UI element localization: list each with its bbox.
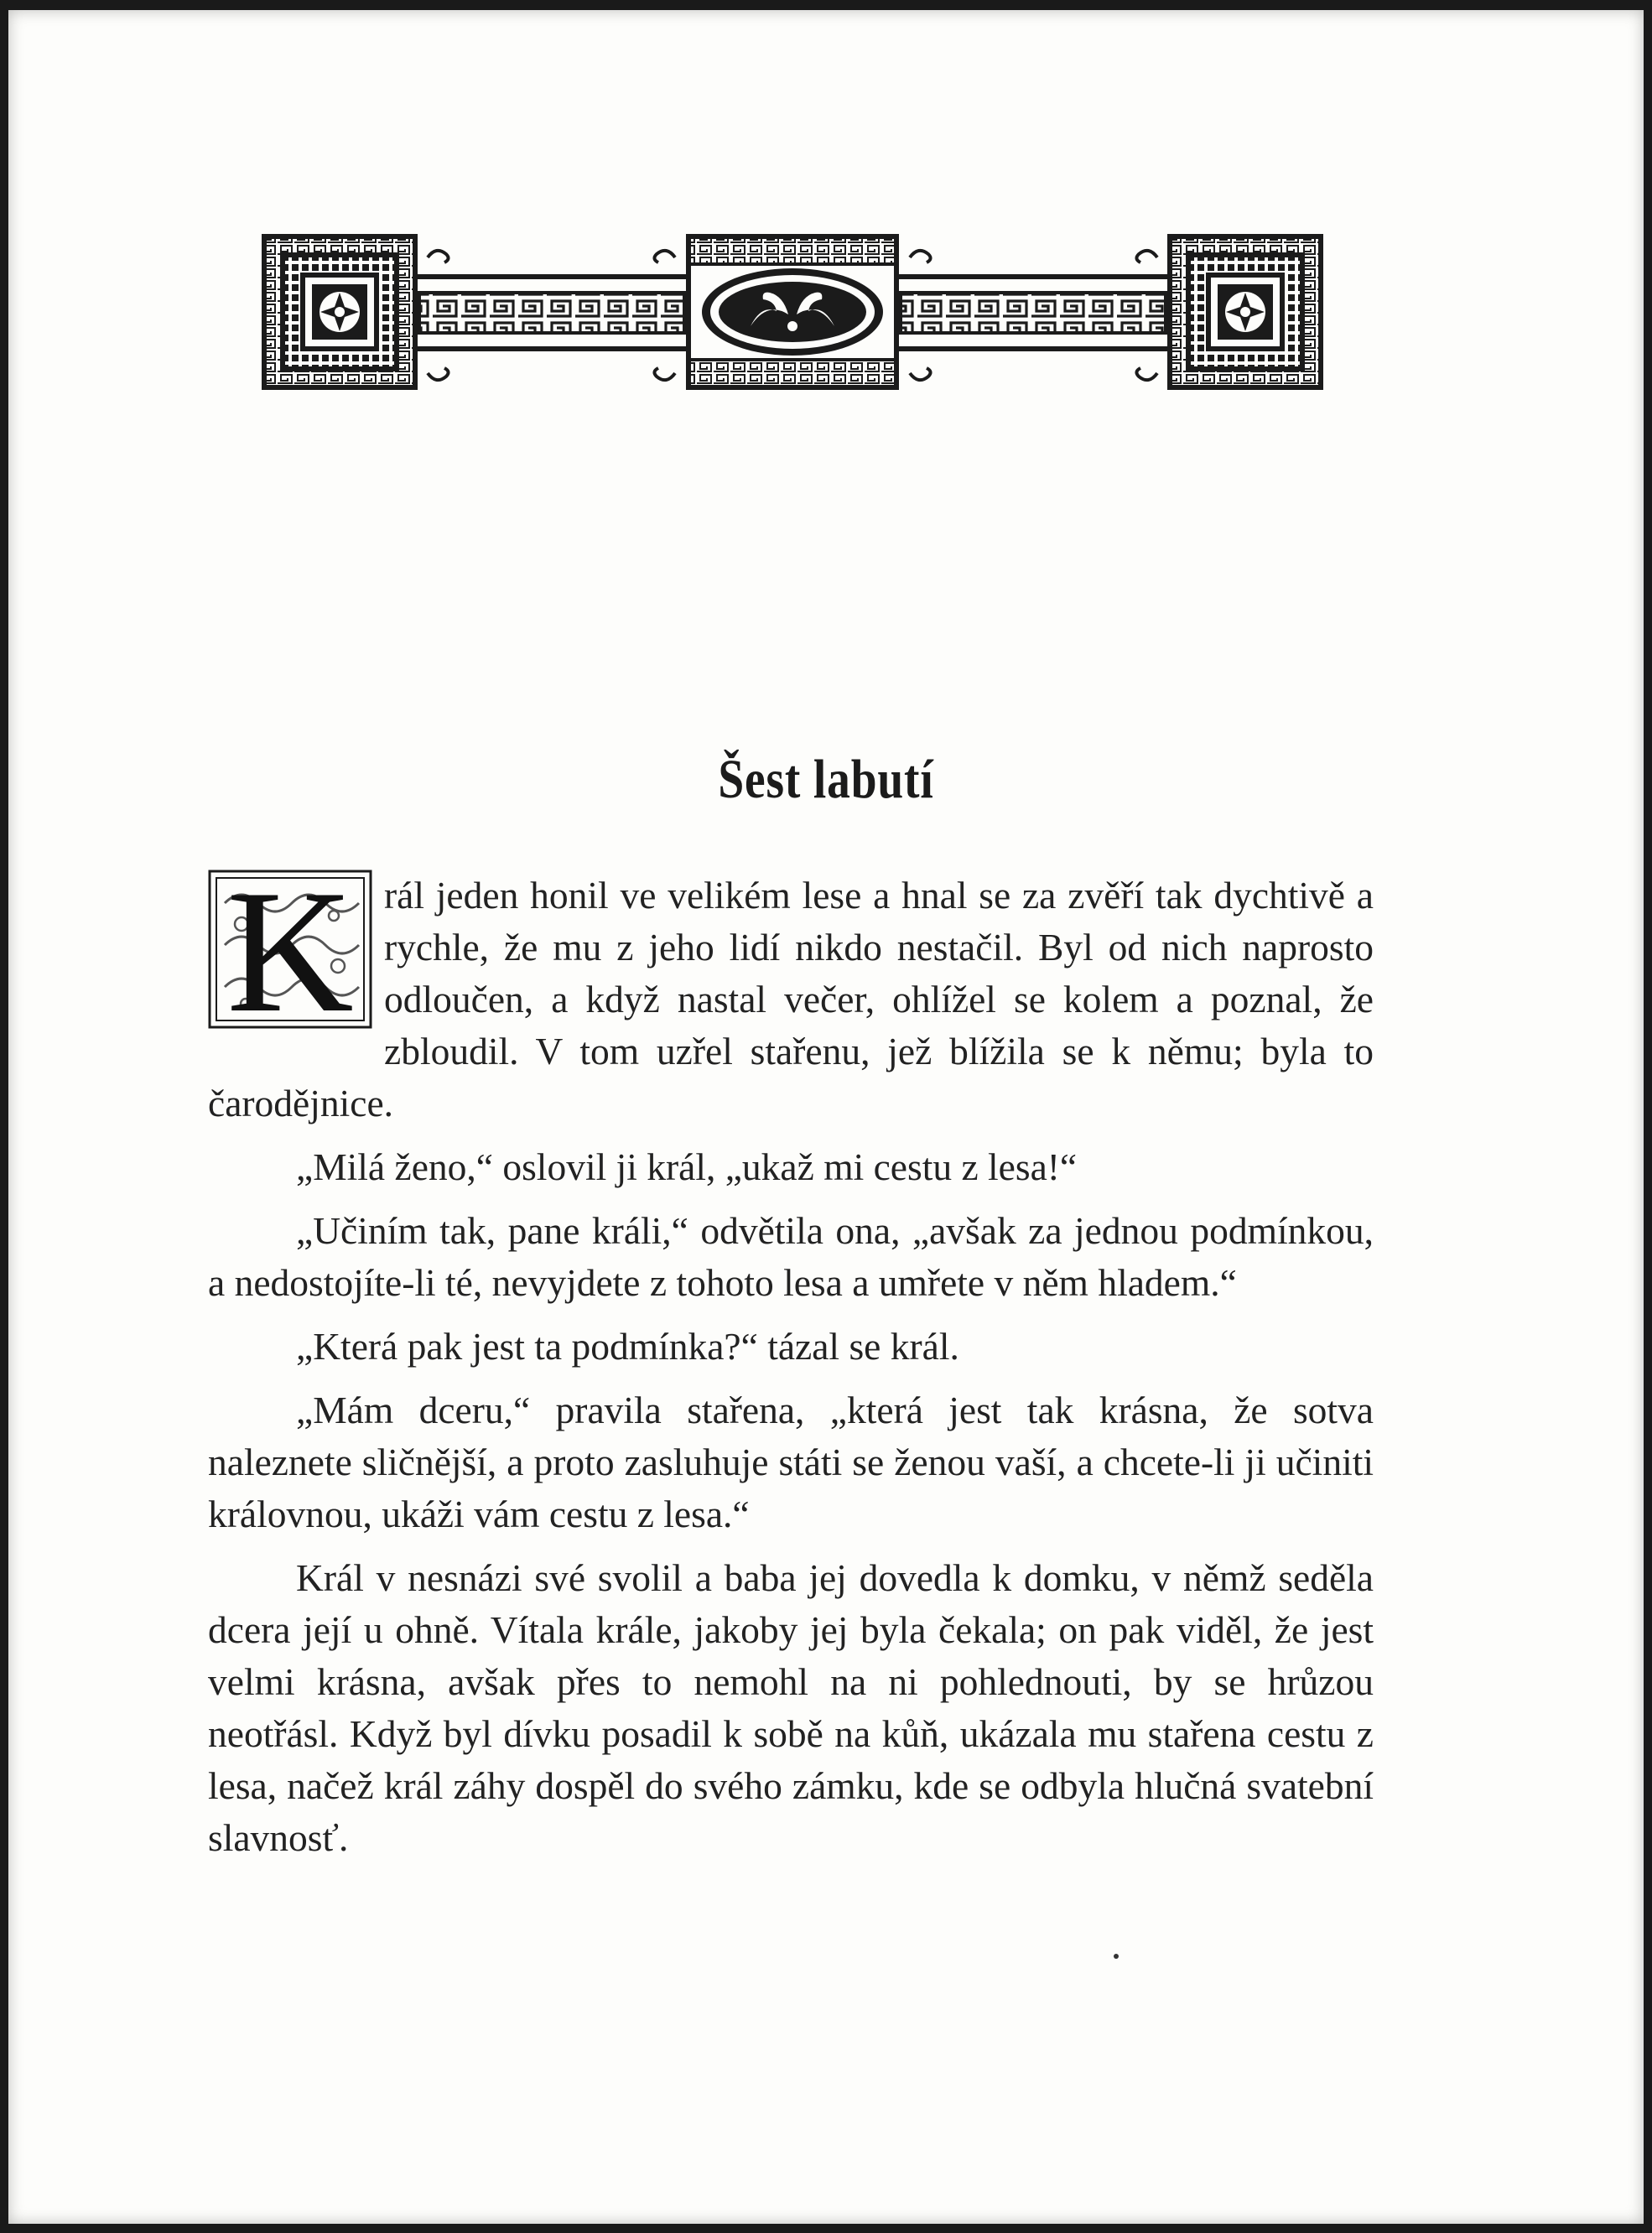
paragraph-6: Král v nesnázi své svolil a baba jej dovedla k domku, v němž seděla dcera její u ohně. Vítala krále, jakoby jej byla čekala; on pak viděl, že jest velmi krásna, avšak přes to nemohl na ni pohlednouti, by se hrůzou neotřásl. Když byl dívku posadil k sobě na kůň, ukázala mu stařena cestu z lesa, načež král záhy dospěl do svého zámku, kde se odbyla hlučná svatební slavnosť. <box>208 1556 1374 1859</box>
drop-cap-letter: K <box>226 854 354 1049</box>
right-square-ornament <box>1167 234 1323 390</box>
paragraph-3: „Učiním tak, pane králi,“ odvětila ona, „avšak za jednou podmínkou, a nedostojíte-li té, nevyjdete z tohoto lesa a umřete v něm hladem.“ <box>208 1209 1374 1304</box>
left-key-band <box>418 251 686 380</box>
drop-cap <box>208 854 372 1049</box>
paragraph-4: „Která pak jest ta podmínka?“ tázal se král. <box>296 1325 959 1368</box>
page-title: Šest labutí <box>718 749 934 810</box>
ornamental-headpiece <box>260 232 1325 400</box>
ink-speck <box>1114 1954 1119 1959</box>
right-key-band <box>899 251 1167 380</box>
paragraph-2: „Milá ženo,“ oslovil ji král, „ukaž mi cestu z lesa!“ <box>296 1145 1078 1188</box>
center-medallion <box>686 234 899 390</box>
paragraph-1 <box>208 854 1374 1129</box>
paragraph-5: „Mám dceru,“ pravila stařena, „která jest tak krásna, že sotva naleznete sličnější, a proto zasluhuje státi se ženou vaší, a chcete-li ji učiniti královnou, ukáži vám cestu z lesa.“ <box>208 1389 1374 1535</box>
left-square-ornament <box>262 234 418 390</box>
story-text <box>208 854 1374 1876</box>
paragraph-1-text: rál jeden honil ve velikém lese a hnal se za zvěří tak dychtivě a rychle, že mu z jeho lidí nikdo nestačil. Byl od nich naprosto odloučen, a když nastal večer, ohlížel se kolem a poznal, že zbloudil. V tom uzřel stařenu, jež blížila se k němu; byla to čarodějnice. <box>208 874 1374 1124</box>
book-page <box>8 10 1644 2224</box>
